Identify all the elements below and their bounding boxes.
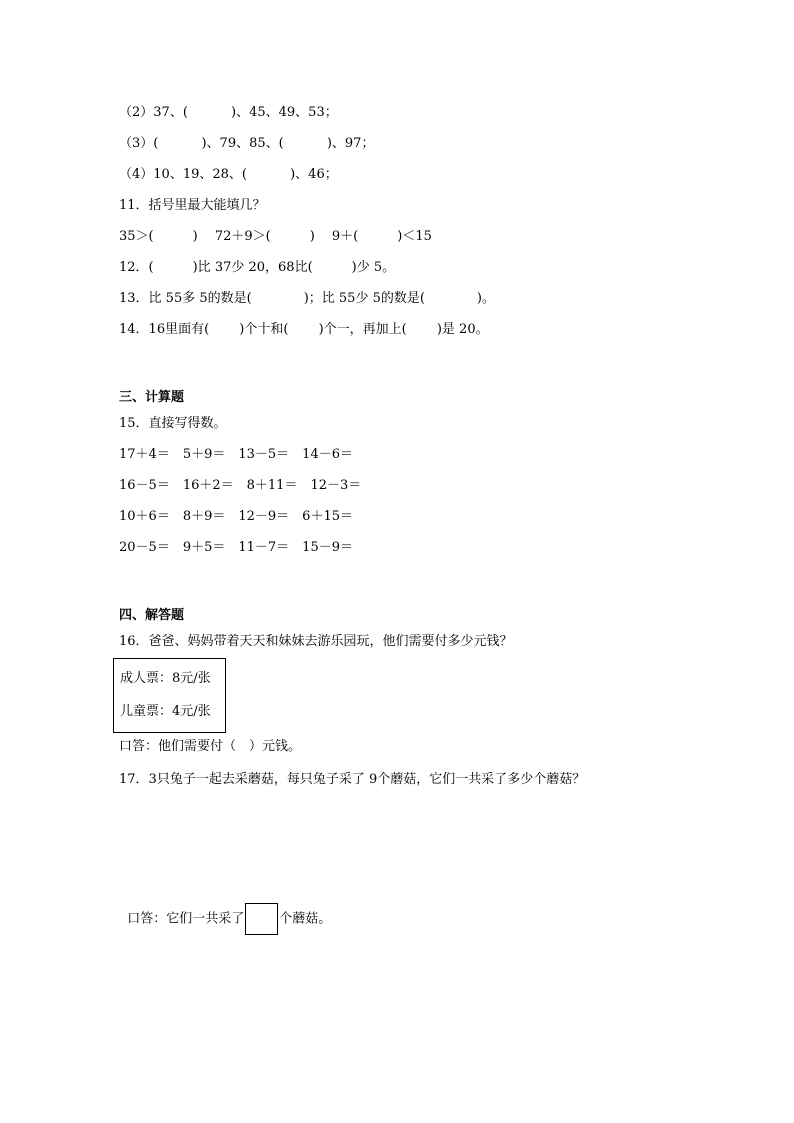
q10-line-3: （3）( )、79、85、( )、97； [119, 136, 375, 151]
q11-body: 35＞( ) 72＋9＞( ) 9＋( )＜15 [119, 229, 432, 244]
calc-row: 10＋6＝ 8＋9＝ 12－9＝ 6＋15＝ [119, 509, 353, 524]
calc-row: 20－5＝ 9＋5＝ 11－7＝ 15－9＝ [119, 540, 353, 555]
ticket-child: 儿童票：4元/张 [120, 704, 211, 719]
answer-blank-box[interactable] [245, 903, 278, 935]
q12: 12．( )比 37少 20，68比( )少 5。 [119, 260, 396, 275]
q17-title: 17．3只兔子一起去采蘑菇，每只兔子采了 9个蘑菇，它们一共采了多少个蘑菇？ [119, 772, 586, 787]
section3-heading: 三、计算题 [119, 390, 185, 405]
q16-title: 16．爸爸、妈妈带着天天和妹妹去游乐园玩，他们需要付多少元钱？ [119, 634, 513, 649]
q17-answer-prefix: 口答：它们一共采了 [127, 911, 245, 927]
q16-answer: 口答：他们需要付（ ）元钱。 [119, 739, 302, 754]
q14: 14．16里面有( )个十和( )个一，再加上( )是 20。 [119, 322, 489, 337]
q17-answer-suffix: 个蘑菇。 [279, 911, 332, 927]
ticket-adult: 成人票：8元/张 [120, 671, 211, 686]
q13: 13．比 55多 5的数是( )；比 55少 5的数是( )。 [119, 291, 495, 306]
section4-heading: 四、解答题 [119, 608, 185, 623]
q10-line-2: （2）37、( )、45、49、53； [119, 105, 338, 120]
q10-line-4: （4）10、19、28、( )、46； [119, 167, 338, 182]
q15-title: 15．直接写得数。 [119, 416, 227, 431]
calc-row: 17＋4＝ 5＋9＝ 13－5＝ 14－6＝ [119, 447, 353, 462]
q17-answer-line [119, 871, 332, 927]
calc-row: 16－5＝ 16＋2＝ 8＋11＝ 12－3＝ [119, 478, 362, 493]
q11-title: 11．括号里最大能填几？ [119, 198, 266, 213]
ticket-price-box [113, 658, 226, 733]
